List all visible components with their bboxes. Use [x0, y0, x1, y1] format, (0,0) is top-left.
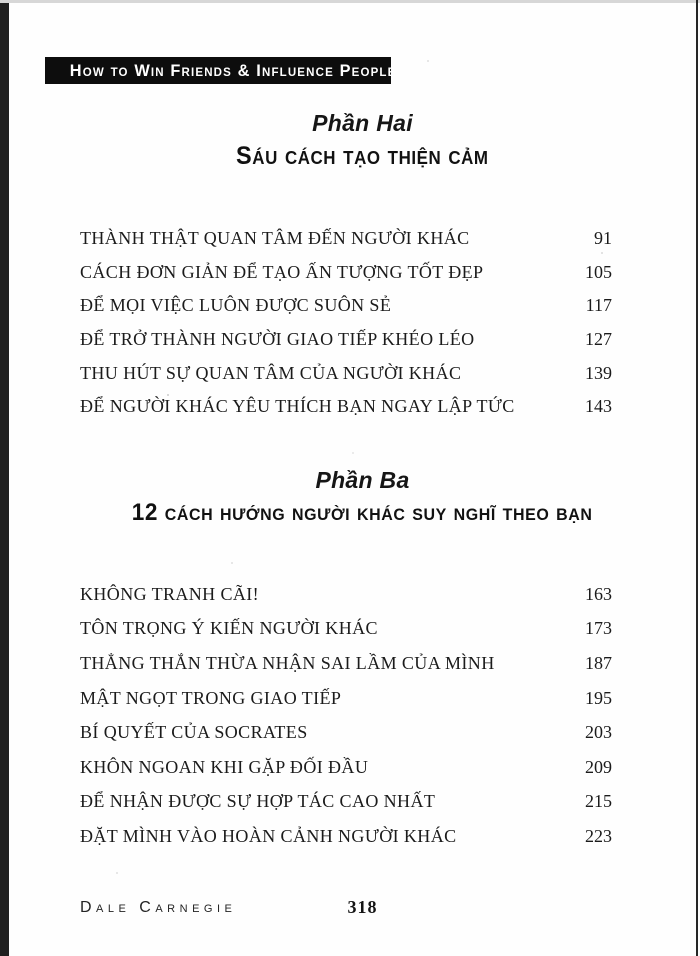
- toc-entry-page-number: 91: [594, 228, 612, 249]
- scan-speck: [427, 60, 429, 62]
- running-head-title: How to Win Friends & Influence People: [69, 60, 397, 80]
- toc-entry-title: ĐỂ TRỞ THÀNH NGƯỜI GIAO TIẾP KHÉO LÉO: [80, 329, 475, 350]
- toc-entry-title: THẲNG THẮN THỪA NHẬN SAI LẦM CỦA MÌNH: [80, 652, 495, 673]
- running-head-banner: [45, 57, 397, 84]
- toc-entry-page-number: 223: [585, 825, 612, 846]
- toc-entry-title: MẬT NGỌT TRONG GIAO TIẾP: [80, 687, 342, 708]
- scan-speck: [116, 872, 118, 874]
- toc-entry-page-number: 163: [585, 583, 612, 604]
- toc-section-part-three: [80, 577, 612, 854]
- toc-entry-page-number: 143: [585, 396, 612, 417]
- scan-speck: [601, 252, 603, 254]
- folio-wrap: [45, 897, 680, 918]
- toc-entry-title: BÍ QUYẾT CỦA SOCRATES: [80, 722, 308, 743]
- toc-entry-title: KHÔNG TRANH CÃI!: [80, 583, 260, 604]
- toc-section-part-two: [80, 222, 612, 424]
- scan-speck: [167, 394, 169, 396]
- toc-entry-title: THU HÚT SỰ QUAN TÂM CỦA NGƯỜI KHÁC: [80, 362, 462, 383]
- scan-left-edge: [0, 0, 9, 956]
- toc-entry-page-number: 173: [585, 618, 612, 639]
- toc-entry-title: KHÔN NGOAN KHI GẶP ĐỐI ĐẦU: [80, 756, 369, 777]
- toc-entry: [80, 612, 612, 647]
- scan-speck: [352, 452, 354, 454]
- toc-entry-page-number: 195: [585, 687, 612, 708]
- toc-entry-title: ĐỂ NHẬN ĐƯỢC SỰ HỢP TÁC CAO NHẤT: [80, 791, 436, 812]
- toc-entry: [80, 785, 612, 820]
- toc-entry: [80, 356, 612, 390]
- toc-entry: [80, 646, 612, 681]
- part-three-label: Phần Ba: [315, 467, 410, 493]
- part-three-title: 12 cách hướng người khác suy nghĩ theo bạn: [132, 499, 593, 526]
- folio-page-number: 318: [347, 897, 378, 917]
- toc-entry: [80, 289, 612, 323]
- footer-author: Dale Carnegie: [80, 899, 237, 916]
- part-two-title-wrap: [45, 142, 680, 171]
- toc-entry: [80, 390, 612, 424]
- scan-speck: [231, 562, 233, 564]
- toc-entry-title: TÔN TRỌNG Ý KIẾN NGƯỜI KHÁC: [80, 618, 378, 639]
- toc-entry-title: ĐỂ NGƯỜI KHÁC YÊU THÍCH BẠN NGAY LẬP TỨC: [80, 396, 515, 417]
- toc-entry-page-number: 139: [585, 362, 612, 383]
- toc-entry-title: THÀNH THẬT QUAN TÂM ĐẾN NGƯỜI KHÁC: [80, 228, 470, 249]
- toc-entry: [80, 577, 612, 612]
- toc-entry-page-number: 203: [585, 722, 612, 743]
- toc-entry-page-number: 105: [585, 261, 612, 282]
- toc-entry-page-number: 215: [585, 791, 612, 812]
- toc-entry-title: ĐỂ MỌI VIỆC LUÔN ĐƯỢC SUÔN SẺ: [80, 295, 392, 316]
- part-three-title-wrap: [45, 499, 680, 527]
- part-two-title: Sáu cách tạo thiện cảm: [236, 142, 489, 170]
- toc-entry: [80, 681, 612, 716]
- toc-entry-page-number: 117: [585, 295, 612, 316]
- toc-entry: [80, 222, 612, 256]
- toc-entry-page-number: 209: [585, 756, 612, 777]
- scan-right-edge: [696, 0, 698, 956]
- toc-entry: [80, 323, 612, 357]
- toc-entry: [80, 715, 612, 750]
- toc-entry-page-number: 127: [585, 329, 612, 350]
- toc-entry-title: ĐẶT MÌNH VÀO HOÀN CẢNH NGƯỜI KHÁC: [80, 825, 457, 846]
- part-two-label: Phần Hai: [312, 110, 413, 136]
- toc-entry-page-number: 187: [585, 652, 612, 673]
- toc-entry-title: CÁCH ĐƠN GIẢN ĐỂ TẠO ẤN TƯỢNG TỐT ĐẸP: [80, 261, 484, 282]
- toc-entry: [80, 750, 612, 785]
- toc-entry: [80, 819, 612, 854]
- scan-top-edge: [0, 0, 700, 3]
- toc-entry: [80, 256, 612, 290]
